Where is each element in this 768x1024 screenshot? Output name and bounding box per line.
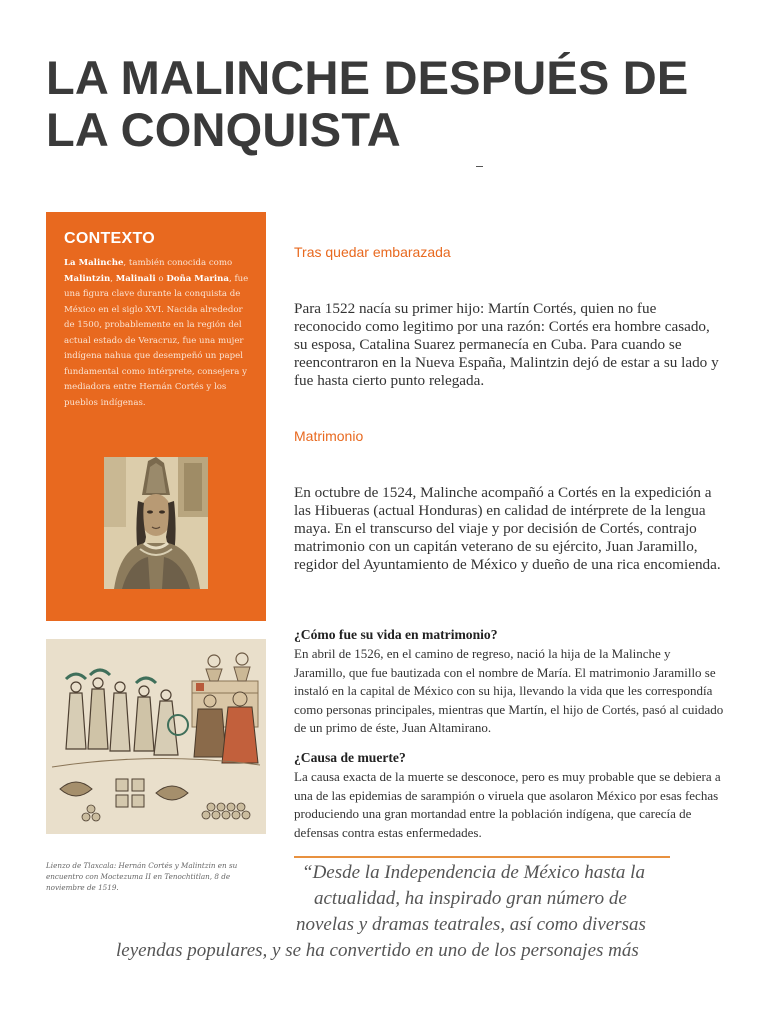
- name-dona-marina: Doña Marina: [166, 273, 229, 284]
- title-line-1: LA MALINCHE DESPUÉS DE: [46, 51, 689, 104]
- lienzo-tlaxcala-image: [46, 639, 266, 834]
- question-vida-matrimonio: ¿Cómo fue su vida en matrimonio?: [294, 627, 498, 642]
- paragraph-matrimonio: En octubre de 1524, Malinche acompañó a Cortés en la expedición a las Hibueras (actual Honduras) en calidad de intérprete de la lengua maya. En el transcurso del viaje y por decisión de Cortés, contrajo matrimonio con un capitán veterano de su ejército, Juan Jaramillo, regidor del Ayuntamiento de México y dueño de una rica encomienda.: [294, 484, 721, 573]
- answer-vida-matrimonio: En abril de 1526, en el camino de regreso, nació la hija de la Malinche y Jaramillo, que fue bautizada con el nombre de María. El matrimonio Jaramillo se instaló en la capital de México con su hija, llevando la vida que les correspondía como personas principales, mientras que Martín, el hijo de Cortés, pasó al cuidado de un primo de éste, Juan Altamirano.: [294, 646, 724, 735]
- name-malintzin: Malintzin: [64, 273, 111, 284]
- title-line-2: LA CONQUISTA: [46, 103, 401, 156]
- pull-quote: [108, 860, 668, 964]
- sidebar-heading: CONTEXTO: [64, 230, 156, 247]
- title-dash: [476, 166, 483, 167]
- heading-tras-quedar-embarazada: Tras quedar embarazada: [294, 244, 451, 260]
- sidebar-text: La Malinche, también conocida como Malintzin, Malinali o Doña Marina, fue una figura clave durante la conquista de México en el siglo XVI. Nacida alrededor de 1500, probablemente en la región del actual estado de Veracruz, fue una mujer indígena nahua que desempeñó un papel fundamental como intérprete, consejera y mediadora entre Hernán Cortés y los pueblos indígenas.: [64, 258, 249, 408]
- image-caption: Lienzo de Tlaxcala: Hernán Cortés y Malintzin en su encuentro con Moctezuma II en Tenochtitlan, 8 de noviembre de 1519.: [46, 861, 238, 892]
- name-malinali: Malinali: [115, 273, 156, 284]
- question-causa-muerte: ¿Causa de muerte?: [294, 750, 406, 765]
- name-malinche: La Malinche: [64, 258, 124, 268]
- quote-line-4: leyendas populares, y se ha convertido en uno de los personajes más: [116, 940, 639, 961]
- paragraph-embarazada: Para 1522 nacía su primer hijo: Martín Cortés, quien no fue reconocido como legitimo por una razón: Cortés era hombre casado, su esposa, Catalina Suarez permanecía en Cuba. Para cuando se reencontraron en la Nueva España, Malintzin dejó de estar a su lado y fue hasta cierto punto relegada.: [294, 300, 719, 389]
- quote-line-2: actualidad, ha inspirado gran número de: [314, 888, 627, 909]
- quote-divider: [294, 856, 670, 858]
- page-title: [46, 52, 736, 156]
- malinche-portrait-image: [104, 457, 208, 589]
- quote-line-3: novelas y dramas teatrales, así como diversas: [296, 914, 646, 935]
- answer-causa-muerte: La causa exacta de la muerte se desconoce, pero es muy probable que se debiera a una de las epidemias de sarampión o viruela que asolaron México por esas fechas produciendo una gran mortandad entre la población indígena, que carecía de defensas contra estas enfermedades.: [294, 769, 721, 840]
- heading-matrimonio: Matrimonio: [294, 428, 364, 444]
- quote-line-1: “Desde la Independencia de México hasta la: [302, 862, 645, 883]
